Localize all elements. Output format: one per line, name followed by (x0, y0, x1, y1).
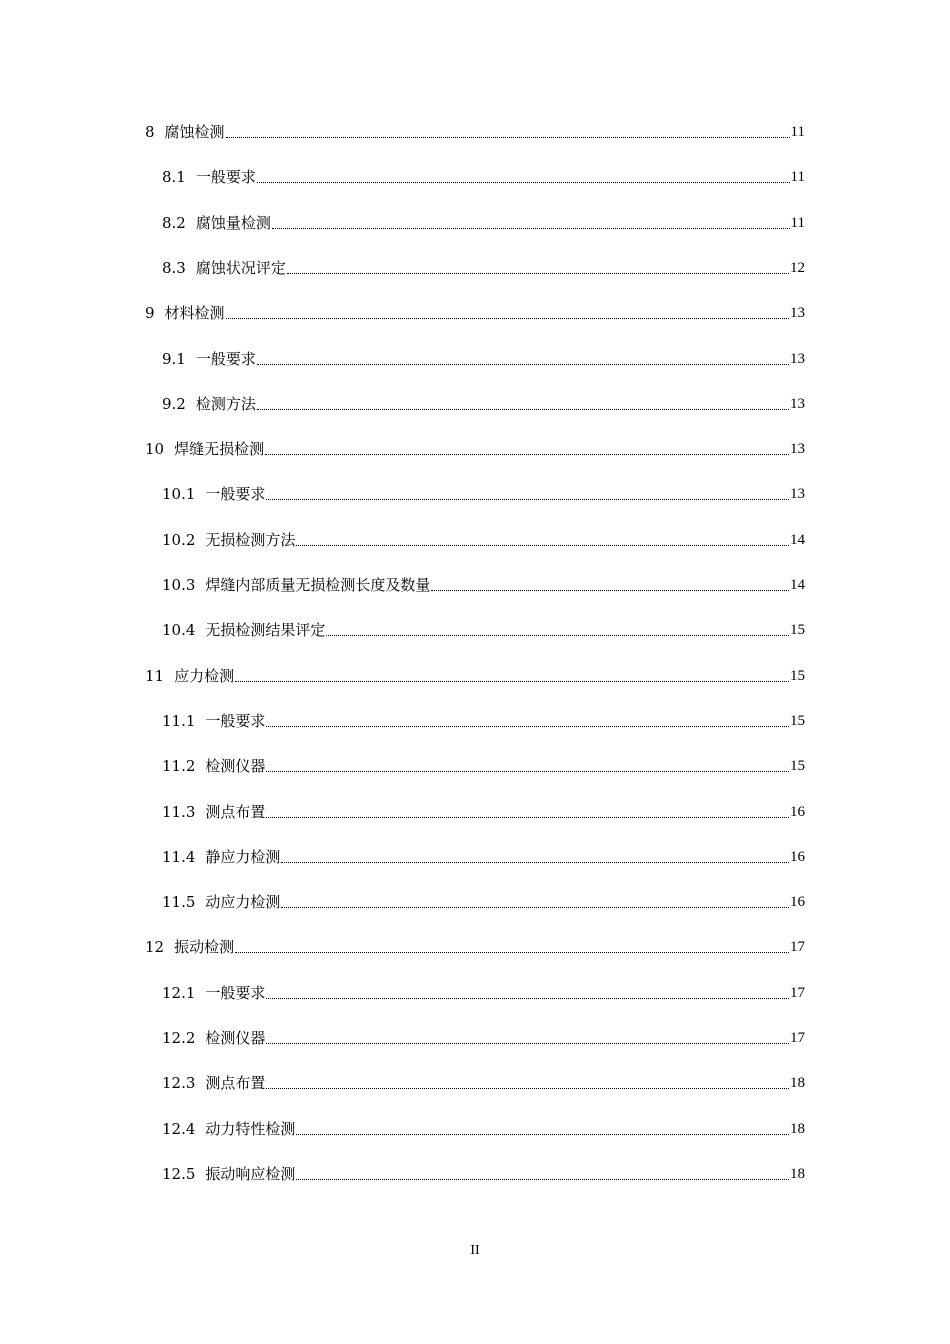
toc-title: 无损检测结果评定 (205, 621, 326, 640)
toc-dot-leader (266, 725, 789, 727)
toc-section (162, 892, 805, 912)
toc-page-number: 16 (790, 848, 805, 865)
toc-section (162, 802, 805, 822)
toc-page-number: 18 (790, 1075, 805, 1092)
toc-dot-leader (281, 861, 789, 863)
toc-number: 9 (145, 304, 155, 323)
toc-page-number: 14 (790, 577, 805, 593)
toc-dot-leader (265, 453, 789, 455)
toc-chapter (145, 439, 805, 459)
toc-number: 12.1 (162, 983, 196, 1002)
toc-number: 12.5 (162, 1164, 196, 1183)
toc-number: 11.5 (162, 893, 196, 912)
toc-page-number: 13 (790, 395, 805, 412)
toc-section (162, 1164, 805, 1184)
toc-section (162, 213, 805, 233)
toc-dot-leader (281, 906, 789, 908)
toc-title: 振动检测 (174, 938, 235, 957)
toc-title: 测点布置 (205, 1074, 266, 1093)
toc-section (162, 620, 805, 640)
toc-page-number: 12 (790, 259, 805, 276)
toc-title: 一般要求 (205, 485, 266, 504)
toc-page-number: 15 (790, 667, 805, 684)
toc-dot-leader (431, 589, 789, 591)
toc-title: 一般要求 (195, 349, 256, 368)
toc-number: 8.3 (162, 258, 186, 277)
toc-title: 动力特性检测 (205, 1119, 296, 1138)
toc-page-number: 18 (790, 1165, 805, 1182)
toc-dot-leader (235, 951, 789, 953)
toc-title: 测点布置 (205, 802, 266, 821)
toc-chapter (145, 937, 805, 957)
toc-section (162, 756, 805, 776)
toc-title: 应力检测 (174, 666, 235, 685)
toc-page-number: 15 (790, 758, 805, 775)
toc-number: 11.4 (162, 847, 196, 866)
toc-title: 腐蚀状况评定 (195, 258, 286, 277)
toc-section (162, 167, 805, 187)
toc-page-number: 13 (790, 441, 805, 458)
toc-title: 焊缝内部质量无损检测长度及数量 (205, 576, 431, 594)
toc-section (162, 530, 805, 550)
toc-dot-leader (226, 317, 789, 319)
toc-section (162, 983, 805, 1003)
toc-section (162, 394, 805, 414)
toc-dot-leader (287, 272, 789, 274)
toc-section (162, 1073, 805, 1093)
toc-dot-leader (296, 1178, 789, 1180)
toc-chapter (145, 303, 805, 323)
toc-page-number: 15 (790, 712, 805, 729)
toc-section (162, 847, 805, 867)
toc-title: 振动响应检测 (205, 1164, 296, 1183)
toc-section (162, 258, 805, 278)
toc-number: 10.3 (162, 576, 196, 594)
toc-chapter (145, 666, 805, 686)
toc-dot-leader (266, 1042, 789, 1044)
toc-dot-leader (266, 816, 789, 818)
toc-dot-leader (266, 997, 789, 999)
toc-number: 11.2 (162, 757, 196, 776)
toc-number: 10.4 (162, 621, 196, 640)
toc-section (162, 1028, 805, 1048)
toc-number: 11.1 (162, 711, 196, 730)
toc-page-number: 13 (790, 350, 805, 367)
toc-page-number: 15 (790, 622, 805, 639)
page-number: II (470, 1243, 480, 1258)
toc-number: 10.1 (162, 485, 196, 504)
toc-title: 一般要求 (195, 168, 256, 187)
toc-section (162, 711, 805, 731)
toc-number: 12 (145, 938, 165, 957)
toc-page-number: 13 (790, 486, 805, 503)
toc-dot-leader (266, 1087, 789, 1089)
toc-number: 9.1 (162, 349, 186, 368)
toc-section (162, 575, 805, 595)
toc-dot-leader (257, 408, 789, 410)
toc-title: 腐蚀量检测 (195, 213, 271, 232)
toc-page-number: 17 (790, 939, 805, 956)
toc-section (162, 349, 805, 369)
toc-section (162, 484, 805, 504)
toc-page-number: 11 (790, 214, 805, 231)
toc-number: 10.2 (162, 530, 196, 549)
toc-title: 检测仪器 (205, 757, 266, 776)
toc-number: 11 (145, 666, 165, 685)
toc-page-number: 11 (790, 169, 805, 186)
toc-number: 12.4 (162, 1119, 196, 1138)
toc-page-number: 11 (790, 124, 805, 140)
toc-title: 材料检测 (164, 304, 225, 323)
toc-title: 检测仪器 (205, 1029, 266, 1047)
toc-title: 一般要求 (205, 983, 266, 1002)
toc-page-number: 18 (790, 1120, 805, 1137)
toc-title: 一般要求 (205, 711, 266, 730)
toc-title: 腐蚀检测 (164, 123, 225, 141)
toc-number: 8.2 (162, 213, 186, 232)
toc-dot-leader (257, 363, 789, 365)
toc-number: 9.2 (162, 394, 186, 413)
toc-number: 8.1 (162, 168, 186, 187)
toc-dot-leader (296, 1133, 789, 1135)
toc-dot-leader (257, 181, 790, 183)
toc-dot-leader (226, 136, 790, 138)
toc-page-number: 17 (790, 1030, 805, 1046)
toc-page-number: 13 (790, 305, 805, 322)
toc-page-number: 16 (790, 803, 805, 820)
toc-title: 动应力检测 (205, 893, 281, 912)
toc-section (162, 1119, 805, 1139)
toc-dot-leader (272, 227, 790, 229)
toc-number: 8 (145, 123, 155, 141)
toc-page-number: 17 (790, 984, 805, 1001)
toc-title: 焊缝无损检测 (174, 440, 265, 459)
toc-number: 12.2 (162, 1029, 196, 1047)
toc-page-number: 14 (790, 531, 805, 548)
toc-number: 12.3 (162, 1074, 196, 1093)
toc-title: 无损检测方法 (205, 530, 296, 549)
toc-dot-leader (266, 498, 789, 500)
toc-dot-leader (296, 544, 789, 546)
toc-dot-leader (326, 634, 789, 636)
toc-number: 10 (145, 440, 165, 459)
toc-number: 11.3 (162, 802, 196, 821)
toc-dot-leader (266, 770, 789, 772)
toc-title: 检测方法 (195, 394, 256, 413)
toc-dot-leader (235, 680, 789, 682)
toc-title: 静应力检测 (205, 847, 281, 866)
toc-chapter (145, 122, 805, 142)
toc-page-number: 16 (790, 894, 805, 911)
